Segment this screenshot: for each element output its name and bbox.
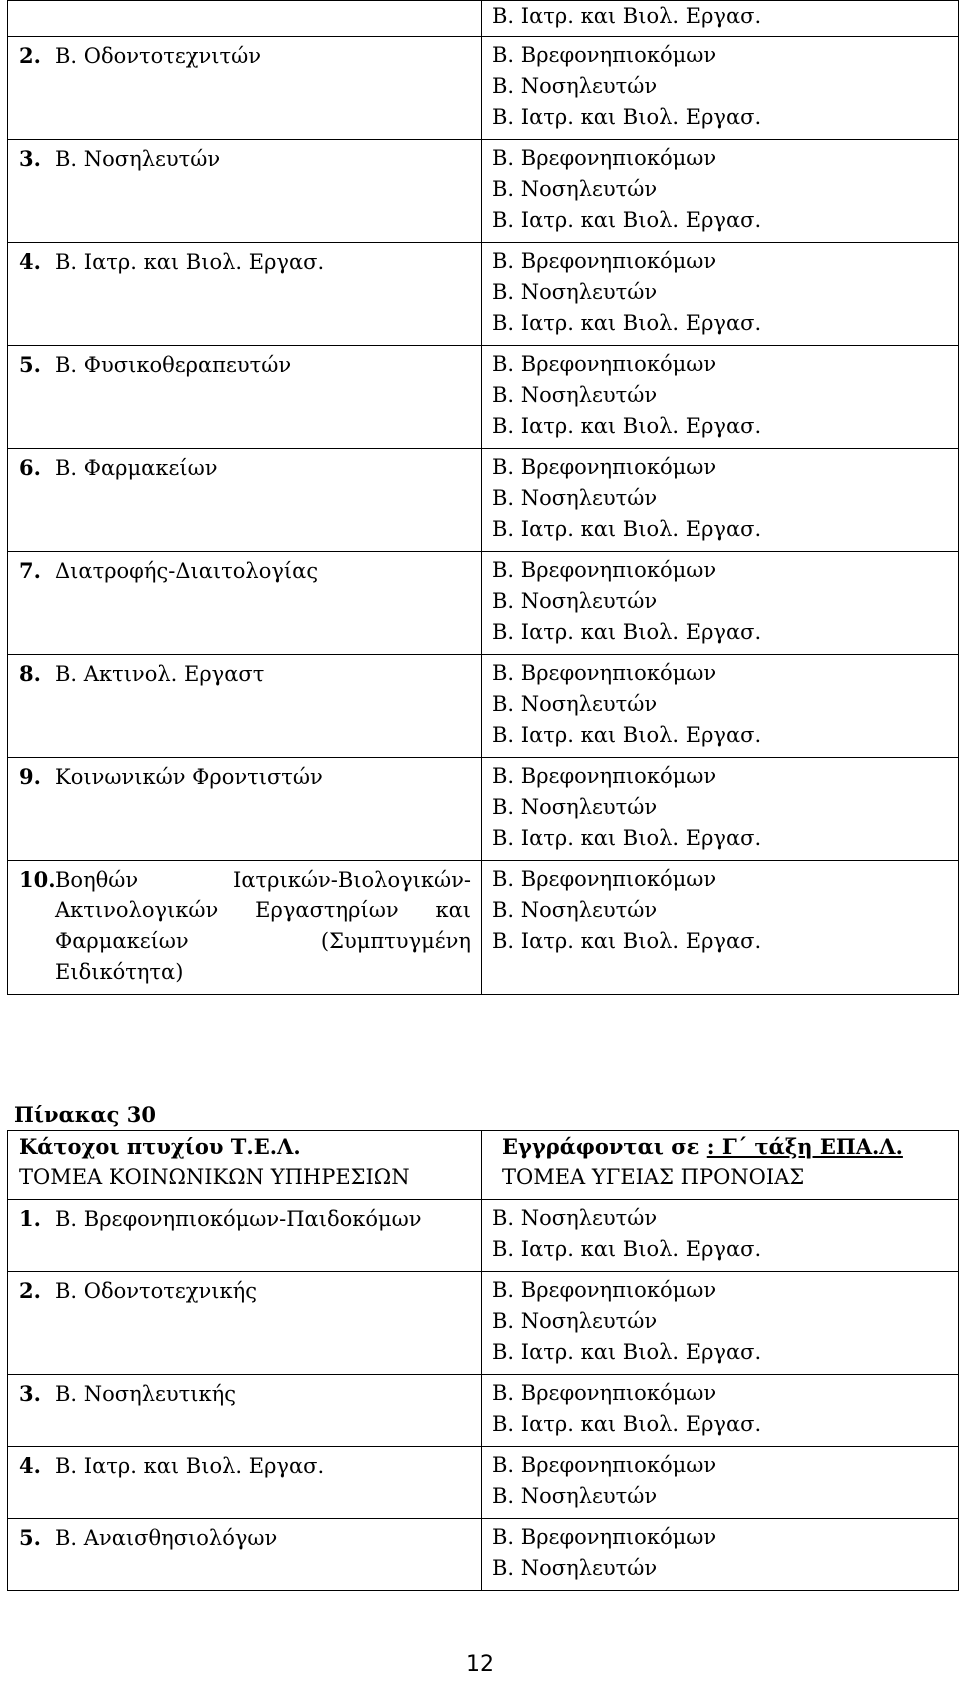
specialty-label: Β. Οδοντοτεχνικής: [55, 1279, 258, 1303]
specialty-label: Ακτινολογικών Εργαστηρίων και: [55, 898, 471, 922]
table-row: [8, 552, 959, 655]
specialty-cell: [8, 243, 482, 346]
target-item: Β. Ιατρ. και Βιολ. Εργασ.: [492, 1237, 762, 1261]
targets-cell: [482, 1272, 959, 1375]
specialty-line: [19, 40, 471, 71]
targets-cell: [482, 655, 959, 758]
empty-cell: [8, 1, 482, 37]
row-number: 9.: [19, 764, 41, 789]
table-row: [8, 449, 959, 552]
row-number: 3.: [19, 1381, 41, 1406]
target-item: Β. Βρεφονηπιοκόμων: [492, 867, 717, 891]
table-row: [8, 861, 959, 995]
specialty-line: [19, 658, 471, 689]
specialty-label: Β. Οδοντοτεχνιτών: [55, 44, 262, 68]
specialty-label: Β. Ακτινολ. Εργαστ: [55, 662, 265, 686]
specialty-label: Β. Αναισθησιολόγων: [55, 1526, 278, 1550]
header-left-line1: Κάτοχοι πτυχίου Τ.Ε.Λ.: [19, 1134, 301, 1159]
specialty-line: [19, 1522, 471, 1553]
specialty-cell: [8, 1375, 482, 1447]
specialty-line: [19, 1450, 471, 1481]
target-item: Β. Νοσηλευτών: [492, 1309, 658, 1333]
header-right-line1: [502, 1131, 950, 1162]
target-item: Β. Ιατρ. και Βιολ. Εργασ.: [492, 311, 762, 335]
targets-cell: [482, 861, 959, 995]
row-number: 4.: [19, 249, 41, 274]
target-item: Β. Νοσηλευτών: [492, 1556, 658, 1580]
targets-cell: [482, 758, 959, 861]
table-row: [8, 37, 959, 140]
specialty-line: [19, 864, 471, 895]
targets-cell: [482, 243, 959, 346]
targets-cell: [482, 1, 959, 37]
target-item: Β. Ιατρ. και Βιολ. Εργασ.: [492, 826, 762, 850]
header-right-grade: : Γ΄ τάξη ΕΠΑ.Λ.: [706, 1134, 903, 1159]
target-item: Β. Βρεφονηπιοκόμων: [492, 1381, 717, 1405]
target-item: Β. Βρεφονηπιοκόμων: [492, 1278, 717, 1302]
target-item: Β. Ιατρ. και Βιολ. Εργασ.: [492, 4, 762, 28]
specialty-label: Β. Ιατρ. και Βιολ. Εργασ.: [55, 1454, 325, 1478]
target-item: Β. Νοσηλευτών: [492, 74, 658, 98]
specialty-line: [19, 957, 471, 988]
target-item: Β. Βρεφονηπιοκόμων: [492, 661, 717, 685]
header-left-line2: ΤΟΜΕΑ ΚΟΙΝΩΝΙΚΩΝ ΥΠΗΡΕΣΙΩΝ: [19, 1165, 410, 1189]
eligibility-table-continued: [7, 0, 959, 995]
target-item: Β. Ιατρ. και Βιολ. Εργασ.: [492, 105, 762, 129]
table-row: [8, 1375, 959, 1447]
row-number: 7.: [19, 558, 41, 583]
targets-cell: [482, 1519, 959, 1591]
target-item: Β. Βρεφονηπιοκόμων: [492, 1525, 717, 1549]
target-item: Β. Ιατρ. και Βιολ. Εργασ.: [492, 517, 762, 541]
target-item: Β. Νοσηλευτών: [492, 1484, 658, 1508]
specialty-label: Β. Βρεφονηπιοκόμων-Παιδοκόμων: [55, 1207, 422, 1231]
specialty-label: Ειδικότητα): [55, 960, 184, 984]
table-row: [8, 1272, 959, 1375]
specialty-cell: [8, 1200, 482, 1272]
target-item: Β. Βρεφονηπιοκόμων: [492, 558, 717, 582]
specialty-line: [19, 895, 471, 926]
header-right: [482, 1131, 959, 1200]
specialty-label: Β. Ιατρ. και Βιολ. Εργασ.: [55, 250, 325, 274]
row-number: 5.: [19, 352, 41, 377]
specialty-cell: [8, 1272, 482, 1375]
table-row: [8, 140, 959, 243]
targets-cell: [482, 346, 959, 449]
specialty-line: [19, 926, 471, 957]
table-header-row: [8, 1131, 959, 1200]
target-item: Β. Νοσηλευτών: [492, 1206, 658, 1230]
specialty-cell: [8, 758, 482, 861]
eligibility-table: [7, 1130, 959, 1591]
specialty-cell: [8, 140, 482, 243]
specialty-line: [19, 1275, 471, 1306]
target-item: Β. Νοσηλευτών: [492, 280, 658, 304]
table-row: [8, 1447, 959, 1519]
table-row: [8, 1519, 959, 1591]
target-item: Β. Νοσηλευτών: [492, 177, 658, 201]
row-number: 8.: [19, 661, 41, 686]
specialty-cell: [8, 861, 482, 995]
specialty-line: [19, 246, 471, 277]
row-number: 2.: [19, 43, 41, 68]
specialty-cell: [8, 346, 482, 449]
target-item: Β. Βρεφονηπιοκόμων: [492, 352, 717, 376]
target-item: Β. Νοσηλευτών: [492, 692, 658, 716]
target-item: Β. Βρεφονηπιοκόμων: [492, 1453, 717, 1477]
table-row: [8, 1200, 959, 1272]
row-number: 6.: [19, 455, 41, 480]
targets-cell: [482, 1200, 959, 1272]
header-left: [8, 1131, 482, 1200]
specialty-label: Βοηθών Ιατρικών-Βιολογικών-: [55, 868, 471, 892]
specialty-label: Κοινωνικών Φροντιστών: [55, 765, 323, 789]
targets-cell: [482, 140, 959, 243]
target-item: Β. Ιατρ. και Βιολ. Εργασ.: [492, 1412, 762, 1436]
specialty-label: Φαρμακείων (Συμπτυγμένη: [55, 929, 471, 953]
specialty-label: Β. Φαρμακείων: [55, 456, 218, 480]
targets-cell: [482, 1447, 959, 1519]
row-number: 1.: [19, 1206, 41, 1231]
target-item: Β. Ιατρ. και Βιολ. Εργασ.: [492, 1340, 762, 1364]
target-item: Β. Νοσηλευτών: [492, 795, 658, 819]
targets-cell: [482, 552, 959, 655]
specialty-line: [19, 143, 471, 174]
row-number: 10.: [19, 867, 56, 892]
specialty-label: Β. Φυσικοθεραπευτών: [55, 353, 292, 377]
specialty-cell: [8, 449, 482, 552]
specialty-line: [19, 761, 471, 792]
header-right-line2: ΤΟΜΕΑ ΥΓΕΙΑΣ ΠΡΟΝΟΙΑΣ: [502, 1165, 805, 1189]
target-item: Β. Βρεφονηπιοκόμων: [492, 455, 717, 479]
target-item: Β. Βρεφονηπιοκόμων: [492, 146, 717, 170]
target-item: Β. Ιατρ. και Βιολ. Εργασ.: [492, 929, 762, 953]
row-number: 5.: [19, 1525, 41, 1550]
target-item: Β. Βρεφονηπιοκόμων: [492, 249, 717, 273]
specialty-cell: [8, 1519, 482, 1591]
target-item: Β. Ιατρ. και Βιολ. Εργασ.: [492, 414, 762, 438]
specialty-label: Διατροφής-Διαιτολογίας: [55, 559, 319, 583]
target-item: Β. Ιατρ. και Βιολ. Εργασ.: [492, 723, 762, 747]
specialty-line: [19, 452, 471, 483]
targets-cell: [482, 449, 959, 552]
target-item: Β. Βρεφονηπιοκόμων: [492, 43, 717, 67]
target-item: Β. Νοσηλευτών: [492, 898, 658, 922]
row-number: 3.: [19, 146, 41, 171]
table-row: [8, 243, 959, 346]
specialty-label: Β. Νοσηλευτικής: [55, 1382, 236, 1406]
specialty-cell: [8, 552, 482, 655]
header-right-prefix: Εγγράφονται σε: [502, 1134, 707, 1159]
target-item: Β. Βρεφονηπιοκόμων: [492, 764, 717, 788]
specialty-line: [19, 1378, 471, 1409]
table-row: [8, 758, 959, 861]
specialty-cell: [8, 655, 482, 758]
row-number: 2.: [19, 1278, 41, 1303]
targets-cell: [482, 37, 959, 140]
specialty-cell: [8, 37, 482, 140]
table-row: [8, 655, 959, 758]
target-item: Β. Ιατρ. και Βιολ. Εργασ.: [492, 208, 762, 232]
table-row: [8, 346, 959, 449]
target-item: Β. Νοσηλευτών: [492, 486, 658, 510]
specialty-line: [19, 349, 471, 380]
table-caption: Πίνακας 30: [14, 1102, 156, 1127]
target-item: Β. Νοσηλευτών: [492, 383, 658, 407]
specialty-line: [19, 555, 471, 586]
specialty-cell: [8, 1447, 482, 1519]
page-number: 12: [466, 1652, 494, 1677]
target-item: Β. Νοσηλευτών: [492, 589, 658, 613]
table-body: [8, 1131, 959, 1591]
row-number: 4.: [19, 1453, 41, 1478]
specialty-label: Β. Νοσηλευτών: [55, 147, 221, 171]
table-row-continuation: [8, 1, 959, 37]
target-item: Β. Ιατρ. και Βιολ. Εργασ.: [492, 620, 762, 644]
specialty-line: [19, 1203, 471, 1234]
table-body: [8, 1, 959, 995]
targets-cell: [482, 1375, 959, 1447]
